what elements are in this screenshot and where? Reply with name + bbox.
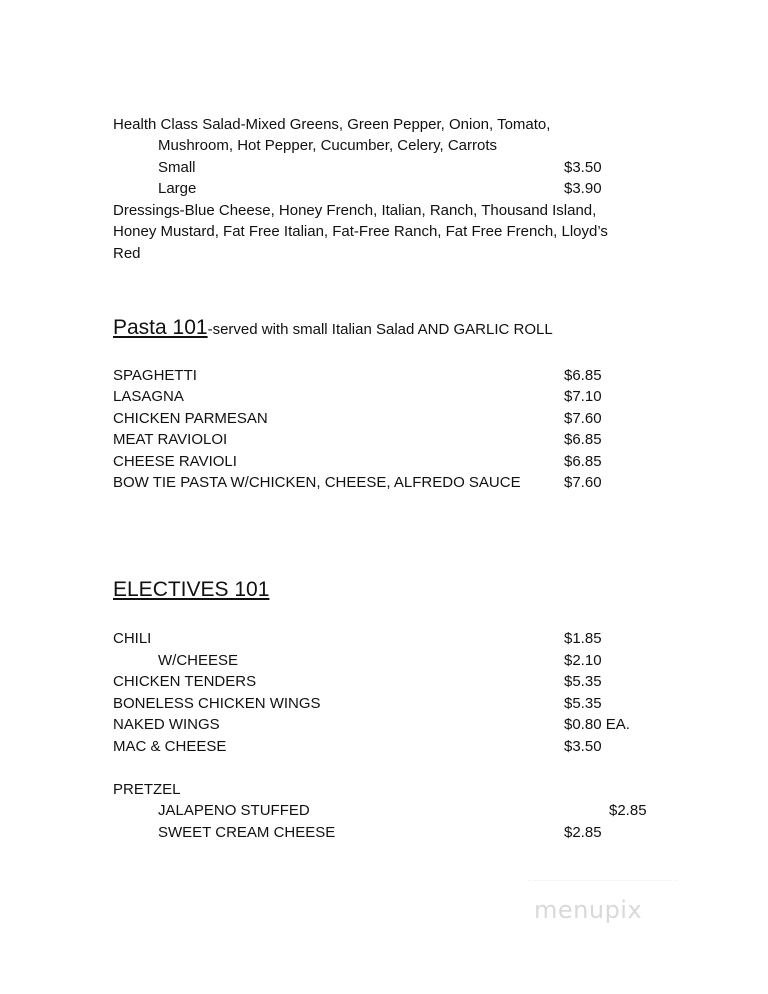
menu-item-name: MEAT RAVIOLOI [113,431,228,448]
pasta-heading [113,315,553,343]
menu-item-name: CHICKEN PARMESAN [113,410,268,427]
pasta-subtitle: -served with small Italian Salad AND GARLIC ROLL [207,321,553,338]
menu-item-name: CHILI [113,630,152,647]
menupix-watermark: menupix [534,896,643,924]
menu-item-name: BONELESS CHICKEN WINGS [113,695,321,712]
salad-size-label: Large [158,180,197,197]
menu-item-price: $7.10 [564,388,602,405]
menu-item-name: JALAPENO STUFFED [158,802,310,819]
menu-item-price: $6.85 [564,453,602,470]
menu-item-name: MAC & CHEESE [113,738,227,755]
menu-item-price: $1.85 [564,630,602,647]
salad-description-line-2: Mushroom, Hot Pepper, Cucumber, Celery, Carrots [158,137,498,154]
menu-item-price: $5.35 [564,695,602,712]
menu-item-name: BOW TIE PASTA W/CHICKEN, CHEESE, ALFREDO SAUCE [113,474,521,491]
dressings-line-3: Red [113,245,141,262]
menu-item-name: SWEET CREAM CHEESE [158,824,336,841]
menu-item-name: W/CHEESE [158,652,239,669]
dressings-line-1: Dressings-Blue Cheese, Honey French, Italian, Ranch, Thousand Island, [113,202,597,219]
menu-item-price: $2.85 [609,802,647,819]
menu-item-name: CHEESE RAVIOLI [113,453,237,470]
watermark-divider [528,880,678,887]
menu-item-price: $2.85 [564,824,602,841]
salad-description-line-1: Health Class Salad-Mixed Greens, Green Pepper, Onion, Tomato, [113,116,551,133]
salad-size-price: $3.50 [564,159,602,176]
menu-item-price: $7.60 [564,474,602,491]
menu-item-name: CHICKEN TENDERS [113,673,257,690]
menu-item-price: $6.85 [564,431,602,448]
salad-size-label: Small [158,159,196,176]
menu-item-price: $5.35 [564,673,602,690]
pasta-title: Pasta 101 [113,316,208,339]
dressings-line-2: Honey Mustard, Fat Free Italian, Fat-Free Ranch, Fat Free French, Lloyd’s [113,223,608,240]
menu-item-price: $3.50 [564,738,602,755]
menu-item-name: SPAGHETTI [113,367,197,384]
menu-item-price: $6.85 [564,367,602,384]
menu-item-price: $0.80 EA. [564,716,630,733]
menu-item-name: LASAGNA [113,388,184,405]
pretzel-label: PRETZEL [113,781,181,798]
menu-item-price: $2.10 [564,652,602,669]
salad-size-price: $3.90 [564,180,602,197]
menu-item-name: NAKED WINGS [113,716,220,733]
menu-item-price: $7.60 [564,410,602,427]
electives-title: ELECTIVES 101 [113,578,270,601]
